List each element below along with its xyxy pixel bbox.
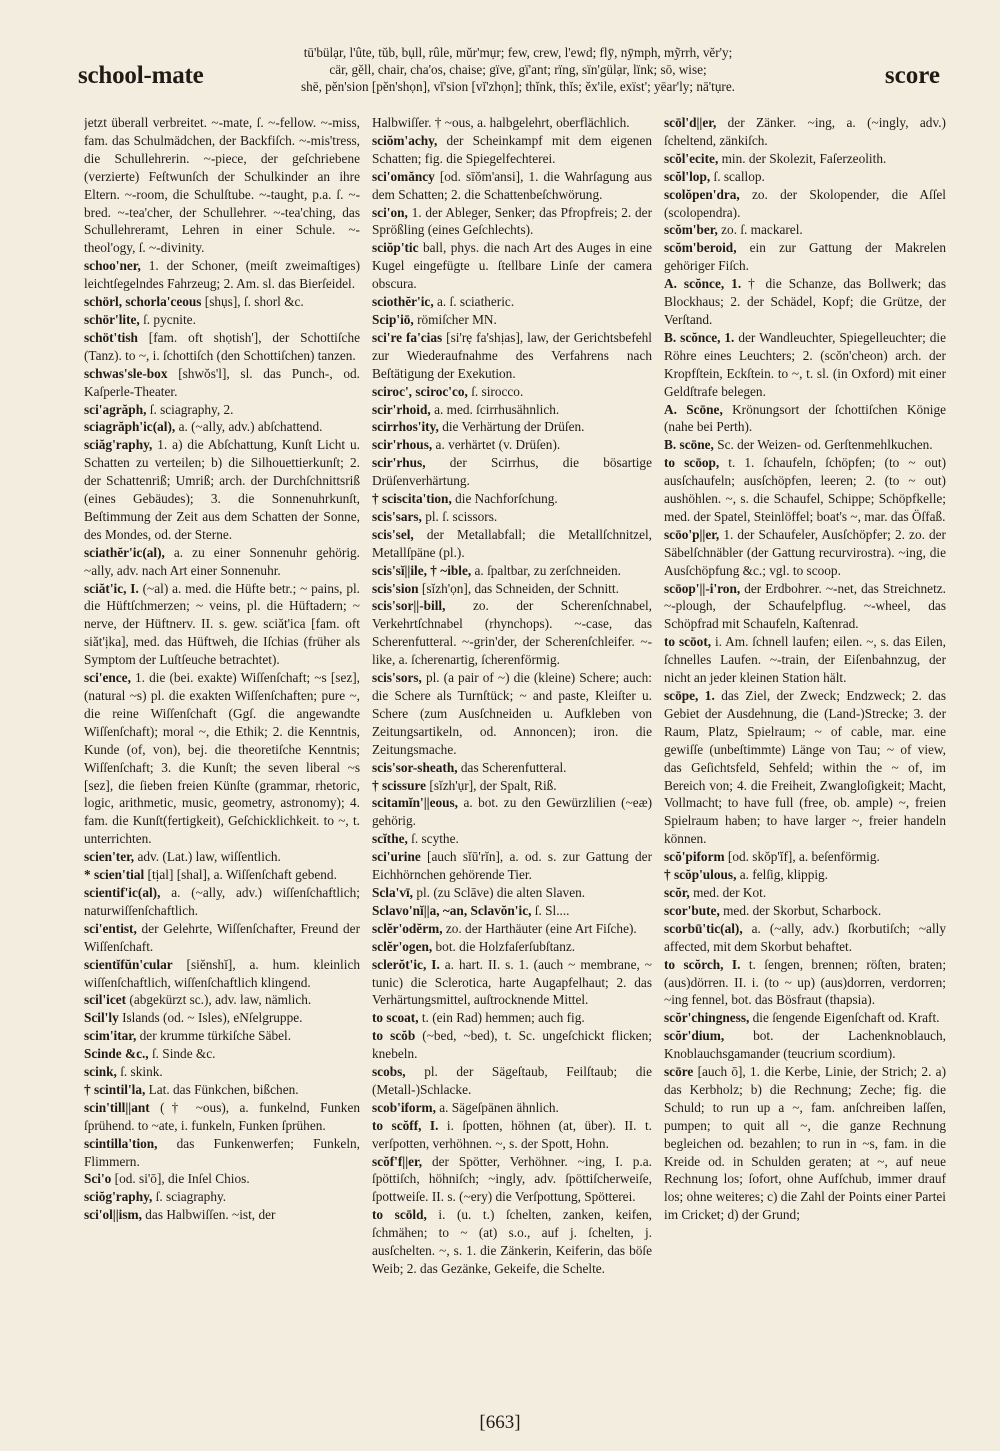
entry-headword: sci'agrăph, [84,401,147,417]
dictionary-entry [664,526,946,580]
dictionary-entry [372,239,652,293]
entry-definition: i. ſpotten, höhnen (at, über). II. t. verſpotten, verhöhnen. ~, s. der Spott, Hohn. [372,1117,652,1151]
entry-headword: scis'sion [372,580,419,596]
entry-headword: to scōop, [664,455,720,471]
entry-definition: 1. a) die Abſchattung, Kunſt Licht u. Schatten zu verteilen; b) die Silhouettierkunſt; 2. der Schattenriß; Umriß; arch. der Durchſchnittsriß (eines Gebäudes); 3. die Sonnenuhrkunſt, Beſtimmung der Zeit aus dem Schatten der Sonne, des Mondes, od. der Sterne. [84,437,360,542]
entry-headword: B. scōne, [664,437,714,453]
dictionary-entry [372,329,652,383]
dictionary-entry [664,633,946,687]
entry-headword: sci'on, [372,204,408,220]
entry-headword: A. scŏnce, 1. [664,276,742,292]
entry-definition: pl. der Sägeſtaub, Feilſtaub; die (Metall-)Schlacke. [372,1064,652,1097]
entry-definition: [od. si'ō], die Inſel Chios. [114,1171,250,1187]
entry-headword: sciăg'raphy, [84,437,153,453]
column-3 [664,114,946,1402]
entry-definition: ſ. pycnite. [143,311,196,327]
entry-headword: scitamĭn'||eous, [372,795,459,811]
entry-headword: scis'sars, [372,508,422,524]
entry-definition: [od. sīŏm'ansi], 1. die Wahrſagung aus dem Schatten; 2. die Schattenbeſchwörung. [372,168,652,202]
entry-headword: scŏm'beroid, [664,240,737,256]
entry-definition: zo. ſ. mackarel. [721,222,803,238]
dictionary-entry [372,293,652,311]
entry-headword: scōpe, 1. [664,688,715,703]
dictionary-entry [84,1081,360,1099]
entry-headword: * scien'tial [84,867,145,883]
entry-definition: [sĭzh'ụr], der Spalt, Riß. [429,777,557,793]
entry-headword: scientĭfŭn'cular [84,956,173,972]
entry-headword: Scip'iō, [372,311,414,327]
entry-definition: ſ. skink. [120,1064,163,1080]
dictionary-entry [372,669,652,759]
entry-headword: scŏl'ecite, [664,150,719,166]
entry-headword: sciŏp'tic [372,240,419,256]
dictionary-entry [664,848,946,866]
dictionary-entry [372,1153,652,1207]
entry-definition: die Verhärtung der Drüſen. [442,419,585,435]
dictionary-entry [664,150,946,168]
dictionary-entry [372,777,652,795]
entry-headword: scil'icet [84,992,127,1008]
entry-headword: sci're fa'cias [372,329,443,345]
dictionary-entry [372,311,652,329]
dictionary-entry [372,168,652,204]
entry-headword: scientif'ic(al), [84,884,161,900]
dictionary-entry [84,257,360,293]
dictionary-entry [84,114,360,257]
dictionary-entry [84,848,360,866]
dictionary-entry [664,186,946,222]
dictionary-entry [84,1045,360,1063]
dictionary-entry [84,956,360,992]
entry-definition: [tịal] [shal], a. Wiſſenſchaft gebend. [147,867,337,883]
dictionary-entry [664,401,946,437]
entry-definition: a. verhärtet (v. Drüſen). [435,437,561,453]
entry-headword: scĭthe, [372,831,408,847]
entry-headword: scis'sĭ||ile, † ~ible, [372,562,472,578]
entry-definition: die ſengende Eigenſchaft od. Kraft. [752,1010,940,1026]
entry-definition: ſ. sciagraphy, 2. [149,401,234,417]
dictionary-entry [664,580,946,634]
entry-headword: scis'sor-sheath, [372,759,458,775]
entry-headword: scōo'p||er, [664,526,720,542]
entry-definition: 1. der Ableger, Senker; das Pfropfreis; 2. der Sprößling (eines Geſchlechts). [372,204,652,238]
entry-headword: scōl'd||er, [664,115,717,130]
dictionary-entry [372,1099,652,1117]
dictionary-entry [372,401,652,419]
entry-headword: scorbū'tic(al), [664,920,743,936]
page-number: [663] [479,1412,521,1433]
entry-headword: scir'rhoid, [372,401,431,417]
pronunciation-key [228,44,808,95]
column-2 [372,114,652,1402]
entry-headword: scis'sors, [372,670,422,686]
entry-headword: sci'omăncy [372,168,435,184]
entry-definition: t. 1. ſchaufeln, ſchöpfen; (to ~ out) ausſchaufeln; ausſchöpfen, leeren; 2. (to ~ out) aushöhlen. ~, s. die Schaufel, Schippe; Schöpfkelle; med. der Spatel, Steinlöffel; boat's ~, mar. das Öſfaß. [664,455,946,524]
entry-definition: Krönungsort der ſchottiſchen Könige (nahe bei Perth). [664,401,946,435]
entry-definition: [sĭzh'ọn], das Schneiden, der Schnitt. [421,580,619,596]
entry-definition: [siĕnshĭ], a. hum. kleinlich wiſſenſchaftlich, wiſſenſchaftlich klingend. [84,956,360,990]
entry-definition: das Funkenwerfen; Funkeln, Flimmern. [84,1135,360,1169]
entry-definition: a. zu einer Sonnenuhr gehörig. ~ally, adv. nach Art einer Sonnenuhr. [84,544,360,578]
dictionary-entry [372,1009,652,1027]
entry-definition: ball, phys. die nach Art des Auges in eine Kugel eingefügte u. ſtellbare Linſe der camera obscura. [372,240,652,292]
entry-definition: ſ. sirocco. [471,383,524,399]
dictionary-entry [372,794,652,830]
dictionary-entry [84,329,360,365]
entry-headword: Sclavo'nĭ||a, ~an, Sclavŏn'ic, [372,902,532,918]
entry-definition: ſ. Sinde &c. [151,1046,216,1062]
dictionary-entry [664,687,946,848]
entry-headword: B. scŏnce, 1. [664,329,735,345]
entry-headword: schörl, schorla'ceous [84,294,202,310]
entry-definition: (abgekürzt sc.), adv. law, nämlich. [129,992,312,1008]
entry-definition: († ~ous), a. funkelnd, Funken ſprühend. to ~ate, i. funkeln, Funken ſprühen. [84,1099,360,1133]
entry-headword: to scŏff, I. [372,1117,439,1133]
entry-definition: der krumme türkiſche Säbel. [139,1028,292,1044]
dictionary-entry [84,669,360,848]
entry-definition: bot. die Holzfaſerſubſtanz. [435,938,576,954]
entry-headword: Sci'o [84,1171,112,1187]
dictionary-entry [84,311,360,329]
entry-definition: der Erdbohrer. ~-net, das Streichnetz. ~-plough, der Schaufelpflug. ~-wheel, das Schöpfrad mit Schaufeln, Kaſtenrad. [664,580,946,632]
entry-headword: scob'iform, [372,1099,436,1115]
dictionary-entry [84,436,360,543]
dictionary-entry [84,1063,360,1081]
entry-headword: scien'ter, [84,849,135,865]
entry-definition: min. der Skolezit, Faſerzeolith. [721,150,887,166]
entry-definition: ein zur Gattung der Makrelen gehöriger Fiſch. [664,240,946,274]
entry-headword: A. Scōne, [664,401,723,417]
dictionary-entry [664,920,946,956]
entry-definition: der Gelehrte, Wiſſenſchafter, Freund der Wiſſenſchaft. [84,920,360,954]
dictionary-entry [372,1063,652,1099]
dictionary-entry [372,830,652,848]
entry-headword: sciroc', sciroc'co, [372,383,468,399]
dictionary-entry [372,1117,652,1153]
dictionary-entry [84,401,360,419]
guide-word-left: school-mate [78,62,204,89]
entry-headword: scŏ'piform [664,849,725,865]
page-header [0,0,1000,110]
entry-definition: Halbwiſſer. † ~ous, a. halbgelehrt, oberflächlich. [372,115,630,130]
entry-definition: 1. der Schaufeler, Ausſchöpfer; 2. zo. der Säbelſchnäbler (der Gattung recurvirostra). ~ing, die Ausſchöpfung &c.; vgl. to scoop. [664,526,946,578]
entry-definition: [shwŏs'l], sl. das Punch-, od. Kaſperle-Theater. [84,365,360,399]
dictionary-entry [372,848,652,884]
dictionary-entry [84,1188,360,1206]
dictionary-entry [372,132,652,168]
entry-definition: med. der Skorbut, Scharbock. [723,902,882,918]
entry-definition: t. (ein Rad) hemmen; auch fig. [421,1010,585,1026]
entry-definition: zo. der Harthäuter (eine Art Fiſche). [445,920,637,936]
entry-headword: to scoat, [372,1010,419,1026]
dictionary-entry [664,436,946,454]
dictionary-entry [84,1170,360,1188]
dictionary-entry [372,454,652,490]
entry-headword: schoo'ner, [84,258,141,274]
entry-definition: [fam. oft shọtish'], der Schottiſche (Tanz). to ~, i. ſchottiſch (den Schottiſchen) tanzen. [84,329,360,363]
entry-headword: † scissure [372,777,427,793]
entry-headword: sciathĕr'ic(al), [84,544,165,560]
entry-headword: sci'urine [372,849,421,865]
dictionary-entry [84,1027,360,1045]
entry-definition: jetzt überall verbreitet. ~-mate, ſ. ~-fellow. ~-miss, fam. das Schulmädchen, der Backfiſch. ~-mis'tress, die Schullehrerin. ~-piece, der geſchriebene (verzierte) Feſtwunſch der Schulkinder an ihre Eltern. ~-room, die Schulſtube. ~-taught, p.a. ſ. ~-bred. ~-tea'cher, der Schullehrer. ~-tea'ching, das Schullehreramt, Lehren in einer Schule. ~-theol'ogy, ſ. ~-divinity. [84,115,360,256]
dictionary-entry [664,275,946,329]
entry-headword: sclĕr'odĕrm, [372,920,443,936]
entry-headword: Scil'ly [84,1010,119,1026]
entry-definition: a. Sägeſpänen ähnlich. [439,1099,559,1115]
entry-columns [84,114,946,1409]
dictionary-entry [84,544,360,580]
dictionary-entry [664,1027,946,1063]
entry-definition: a. hart. II. s. 1. (auch ~ membrane, ~ tunic) die Sclerotica, harte Augapfelhaut; 2. das Verhärtungsmittel, auſtrocknende Mittel. [372,956,652,1008]
entry-definition: pl. ſ. scissors. [425,508,498,524]
entry-definition: Islands (od. ~ Isles), eNſelgruppe. [122,1010,303,1026]
entry-headword: sciăt'ic, I. [84,580,139,596]
dictionary-entry [372,436,652,454]
entry-headword: scŏr'chingness, [664,1010,750,1026]
entry-headword: † sciscita'tion, [372,491,452,507]
dictionary-entry [84,1099,360,1135]
dictionary-entry [664,1063,946,1224]
dictionary-entry [372,759,652,777]
entry-definition: [si'rẹ fa'shịas], law, der Gerichtsbefehl zur Wiederaufnahme des Verfahrens nach Beſtätigung der Exekution. [372,329,652,381]
entry-definition: der Zänker. ~ing, a. (~ingly, adv.) ſcheltend, zänkiſch. [664,115,946,148]
dictionary-entry [372,1027,652,1063]
entry-definition: pl. (zu Sclāve) die alten Slaven. [416,884,586,900]
entry-headword: to scōld, [372,1207,427,1223]
entry-headword: sciŏg'raphy, [84,1189,153,1205]
entry-headword: sci'ence, [84,670,131,686]
entry-definition: 1. der Schoner, (meiſt zweimaſtiges) leichtſegelndes Fahrzeug; 2. Am. sl. das Bierſeidel. [84,258,360,292]
dictionary-entry [372,597,652,669]
dictionary-entry [372,1206,652,1278]
entry-headword: scim'itar, [84,1028,137,1044]
entry-definition: a. (~ally, adv.) ſkorbutiſch; ~ally affected, mit dem Skorbut behaftet. [664,920,946,954]
entry-headword: sci'entist, [84,920,137,936]
entry-definition: (~al) a. med. die Hüfte betr.; ~ pains, pl. die Hüftſchmerzen; ~ veins, pl. die Hüftadern; ~ nerve, der Hüftnerv. II. s. gew. sciăt'ica [fam. oft siăt'ịka], med. das Hüftweh, die Iſchias (früher als Symptom der Luſtſeuche betrachtet). [84,580,360,668]
pronunciation-key-line: shē, pĕn'sion [pĕn'shọn], vĭ'sion [vĭ'zhọn]; thĭnk, thĭs; ĕx'ile, exïst'; yēar'ly; nā'tụre. [301,79,735,94]
pronunciation-key-line: tū'bülạr, l'ûte, tŭb, bụll, rûle, mŭr'mụr; few, crew, l'ewd; flȳ, nȳmph, mỹrrh, vĕr'y; [303,45,733,60]
entry-definition: 1. die (bei. exakte) Wiſſenſchaft; ~s [sez], (natural ~s) pl. die exakten Wiſſenſchaften; pure ~, die reine Wiſſenſchaft (Ggſ. die angewandte Wiſſenſchaft); moral ~, die Ethik; 2. die Kenntnis, Kunde (of, von), bej. die theoretiſche Kenntnis; Wiſſenſchaft; 3. die Kunſt; the seven liberal ~s [sez], die ſieben freien Künſte (grammar, rhetoric, logic, arithmetic, music, geometry, astronomy); 4. fam. die Kunſt(fertigkeit), Geſchicklichkeit. to ~, t. unterrichten. [84,670,360,847]
entry-definition: (~bed, ~bed), t. Sc. ungeſchickt flicken; knebeln. [372,1028,652,1062]
entry-definition: ſ. Sl.... [534,902,570,918]
dictionary-entry [372,204,652,240]
entry-headword: to scŏrch, I. [664,956,741,972]
entry-definition: Lat. das Fünkchen, bißchen. [148,1081,299,1097]
entry-definition: † die Schanze, das Bollwerk; das Blockhaus; 2. der Schädel, Kopf; die Grütze, der Verſtand. [664,276,946,327]
entry-definition: a. bot. zu den Gewürzlilien (~eæ) gehörig. [372,795,652,829]
dictionary-entry [664,114,946,150]
dictionary-entry [372,114,652,132]
guide-word-right: score [884,62,940,89]
entry-definition: a. med. ſcirrhusähnlich. [434,401,560,417]
entry-headword: to scōot, [664,634,712,650]
entry-headword: sciothĕr'ic, [372,294,434,310]
entry-definition: zo. der Scherenſchnabel, Verkehrtſchnabel (rhynchops). ~-case, das Scherenfutteral. ~-grin'der, der Scherenſchleifer. ~-like, a. ſcherenartig, ſcherenförmig. [372,598,652,668]
dictionary-entry [84,866,360,884]
dictionary-entry [372,938,652,956]
entry-headword: Scinde &c., [84,1046,149,1062]
entry-headword: scis'sor||-bill, [372,598,446,614]
entry-definition: ſ. scallop. [713,168,765,184]
entry-headword: sclĕr'ogen, [372,938,433,954]
entry-headword: scor'bute, [664,902,720,918]
dictionary-entry [664,168,946,186]
dictionary-entry [372,490,652,508]
entry-definition: das Halbwiſſen. ~ist, der [145,1207,276,1223]
dictionary-entry [372,580,652,598]
dictionary-entry [372,508,652,526]
entry-headword: scŏr'dium, [664,1028,725,1044]
dictionary-entry [664,1009,946,1027]
dictionary-entry [84,418,360,436]
entry-definition: ſ. sciagraphy. [155,1189,227,1205]
entry-headword: sciagrăph'ic(al), [84,419,176,435]
entry-definition: pl. (a pair of ~) die (kleine) Schere; auch: die Schere als Turnſtück; ~ and paste, Kleiſter u. Schere (zum Ausſchneiden u. Aufkleben von Zeitungsartikeln, od. Annoncen); iron. die Zeitungsmache. [372,670,652,757]
entry-definition: Sc. der Weizen- od. Gerſtenmehlkuchen. [717,437,933,453]
entry-definition: adv. (Lat.) law, wiſſentlich. [137,849,281,865]
entry-headword: scŏl'lop, [664,168,711,184]
entry-headword: scōop'||-i'ron, [664,580,741,596]
entry-headword: sciŏm'achy, [372,132,438,148]
entry-definition: i. (u. t.) ſchelten, zanken, keifen, ſchmähen; to ~ (at) s.o., auf j. ſchelten, j. ausſchelten. ~, s. 1. die Zänkerin, Keiferin, das böſe Weib; 2. das Gezänke, Gekeife, die Schelte. [372,1207,652,1276]
entry-definition: t. ſengen, brennen; röſten, braten; (aus)dörren. II. i. (to ~ up) (aus)dorren, verdorren; ~ing fennel, bot. das Bösfraut (thapsia). [664,956,946,1008]
dictionary-entry [84,365,360,401]
entry-definition: der Scirrhus, die bösartige Drüſenverhärtung. [372,455,652,489]
dictionary-entry [372,562,652,580]
entry-definition: [od. skŏp'ĭf], a. beſenförmig. [727,849,880,865]
entry-headword: scirrhos'ity, [372,419,439,435]
entry-definition: bot. der Lachenknoblauch, Knoblauchsgamander (teucrium scordium). [664,1028,946,1062]
entry-headword: to scŏb [372,1028,416,1044]
entry-headword: scobs, [372,1064,406,1080]
entry-definition: die Nachforſchung. [455,491,558,507]
dictionary-entry [664,884,946,902]
entry-definition: med. der Kot. [693,884,767,900]
entry-definition: [auch ō], 1. die Kerbe, Linie, der Strich; 2. a) das Kerbholz; b) die Rechnung; Zeche; fig. die Schuld; to run up a ~, fam. anſchreiben laſſen, pumpen; to quit all ~, die ganze Rechnung begleichen od. bezahlen; to run in ~s, fam. in die Kreide od. in Schulden geraten; at ~, auf neue Rechnung los; ſofort, ohne Aufſchub, immer drauf los; ohne weiteres; c) die Zahl der Points einer Partei im Cricket; d) der Grund; [664,1064,946,1223]
dictionary-entry [84,1009,360,1027]
dictionary-entry [664,239,946,275]
entry-headword: schör'lite, [84,311,140,327]
entry-definition: a. (~ally, adv.) wiſſenſchaftlich; naturwiſſenſchaftlich. [84,884,360,918]
entry-definition: der Metallabfall; die Metallſchnitzel, Metallſpäne (pl.). [372,526,652,560]
dictionary-entry [84,580,360,670]
entry-definition: der Wandleuchter, Spiegelleuchter; die Röhre eines Leuchters; 2. (scŏn'cheon) arch. der Kropfſtein, Eckſtein. to ~, t. sl. (in Oxford) mit einer Geldſtrafe belegen. [664,329,946,399]
entry-headword: schöt'tish [84,329,138,345]
entry-definition: der Scheinkampf mit dem eigenen Schatten; fig. die Spiegelfechterei. [372,132,652,166]
entry-headword: † scintil'la, [84,1081,146,1097]
entry-definition: zo. der Skolopender, die Aſſel (scolopendra). [664,186,946,220]
dictionary-entry [664,329,946,401]
dictionary-entry [372,383,652,401]
dictionary-entry [372,884,652,902]
dictionary-entry [84,293,360,311]
entry-headword: scir'rhous, [372,437,433,453]
entry-headword: scŏm'ber, [664,222,718,238]
dictionary-entry [84,991,360,1009]
dictionary-entry [84,1206,360,1224]
dictionary-entry [372,920,652,938]
dictionary-entry [664,454,946,526]
entry-definition: das Ziel, der Zweck; Endzweck; 2. das Gebiet der Ausdehnung, die (Land-)Strecke; 3. der Raum, Platz, Spielraum; ~ of cable, mar. eine gewiſſe (unbeſtimmte) Länge von Tau; ~ of view, das Geſichtsfeld, Sehfeld; within the ~ of, im Bereich von; 4. die Freiheit, Zwangloſigkeit; Macht, Vollmacht; to have full (free, ob. ample) ~, freien Spielraum haben; to have larger ~, freier handeln können. [664,688,946,847]
dictionary-entry [84,884,360,920]
dictionary-entry [664,221,946,239]
entry-headword: scir'rhus, [372,455,426,471]
dictionary-entry [372,418,652,436]
entry-definition: das Scherenfutteral. [460,759,567,775]
entry-headword: scŏf'f||er, [372,1153,423,1169]
entry-definition: a. ſ. sciatheric. [437,294,515,310]
dictionary-entry [372,902,652,920]
entry-definition: a. felſig, klippig. [739,867,829,883]
entry-definition: a. ſpaltbar, zu zerſchneiden. [474,562,621,578]
entry-definition: ſ. scythe. [411,831,459,847]
entry-definition: a. (~ally, adv.) abſchattend. [178,419,323,435]
entry-headword: scōre [664,1064,694,1080]
entry-definition: der Spötter, Verhöhner. ~ing, I. p.a. ſpöttiſch, höhniſch; ~ingly, adv. ſpöttiſcherweiſe, ſpottweiſe. II. s. (~ery) die Verſpottung, Spötterei. [372,1153,652,1205]
entry-headword: scŏr, [664,884,690,900]
entry-headword: scin'till||ant [84,1099,150,1115]
dictionary-entry [84,1135,360,1171]
entry-headword: † scŏp'ulous, [664,867,737,883]
entry-definition: i. Am. ſchnell laufen; eilen. ~, s. das Eilen, ſchnelles Laufen. ~-train, der Eiſenbahnzug, der nicht an jeder kleinen Station hält. [664,634,946,686]
entry-headword: Scla'vī, [372,884,414,900]
entry-headword: scolŏpen'dra, [664,186,740,202]
entry-headword: sci'ol||ism, [84,1207,142,1223]
entry-headword: scink, [84,1064,117,1080]
dictionary-entry [84,920,360,956]
entry-definition: römiſcher MN. [417,311,497,327]
entry-headword: sclerŏt'ic, I. [372,956,440,972]
dictionary-entry [664,956,946,1010]
dictionary-entry [372,956,652,1010]
pronunciation-key-line: cär, gĕll, chair, cha'os, chaise; gïve, gï'ant; rïng, sïn'gülạr, lïnk; sō, wise; [329,62,707,77]
column-1 [84,114,360,1402]
entry-definition: [shụs], ſ. shorl &c. [204,294,304,310]
dictionary-entry [664,866,946,884]
entry-headword: schwas'sle-box [84,365,168,381]
entry-definition: [auch sĭū'rĭn], a. od. s. zur Gattung der Eichhörnchen gehörende Tier. [372,849,652,883]
dictionary-entry [372,526,652,562]
dictionary-entry [664,902,946,920]
entry-headword: scis'sel, [372,526,414,542]
entry-headword: scintilla'tion, [84,1135,158,1151]
